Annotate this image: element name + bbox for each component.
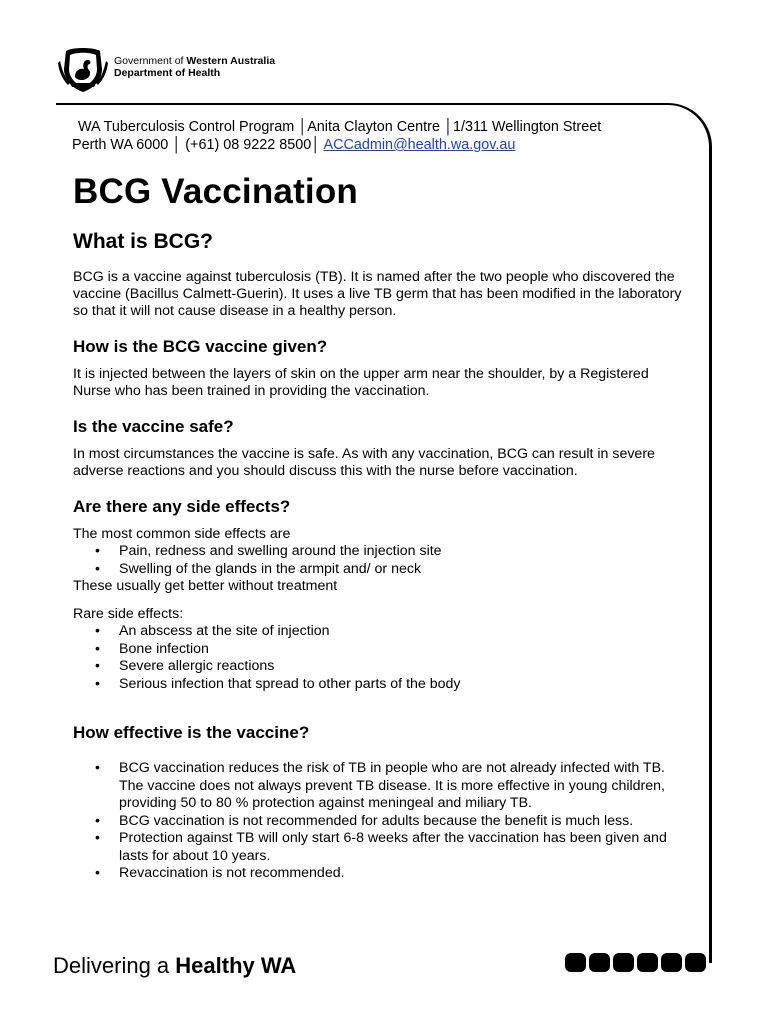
section-text-how: It is injected between the layers of skin on the upper arm near the shoulder, by a Registered Nurse who has been trained in providing the vaccination. <box>73 366 649 399</box>
footer-slogan: Delivering a Healthy WA <box>53 953 297 978</box>
effectiveness-list <box>73 760 685 883</box>
section-heading-how: How is the BCG vaccine given? <box>73 337 328 356</box>
list-item: • Severe allergic reactions <box>119 658 685 676</box>
government-header <box>114 55 275 79</box>
contact-address: WA Tuberculosis Control Program │Anita Clayton Centre │1/311 Wellington Street <box>78 119 602 135</box>
section-heading-effective: How effective is the vaccine? <box>73 723 310 742</box>
section-heading-side-effects: Are there any side effects? <box>73 497 291 516</box>
list-item: • Pain, redness and swelling around the injection site <box>119 543 685 561</box>
block-icon <box>589 953 610 972</box>
section-text-what: BCG is a vaccine against tuberculosis (TB). It is named after the two people who discovered the vaccine (Bacillus Calmett-Guerin). It uses a live TB germ that has been modified in the laboratory so that it will not cause disease in a healthy person. <box>73 269 682 319</box>
common-side-effects-list <box>73 543 685 578</box>
rare-side-effects-list <box>73 623 685 693</box>
list-item: • Protection against TB will only start 6-8 weeks after the vaccination has been given and lasts for about 10 years. <box>119 830 685 865</box>
section-text-safe: In most circumstances the vaccine is safe. As with any vaccination, BCG can result in severe adverse reactions and you should discuss this with the nurse before vaccination. <box>73 446 655 479</box>
block-icon <box>661 953 682 972</box>
list-item: • Serious infection that spread to other parts of the body <box>119 676 685 694</box>
department-name: Department of Health <box>114 67 221 79</box>
list-item: • Bone infection <box>119 641 685 659</box>
rare-side-effects-intro: Rare side effects: <box>73 606 184 622</box>
block-icon <box>685 953 706 972</box>
page-title: BCG Vaccination <box>73 172 359 211</box>
section-heading-what: What is BCG? <box>73 230 213 253</box>
contact-info <box>72 118 601 154</box>
contact-phone-line: Perth WA 6000 │ (+61) 08 9222 8500│ ACCadmin@health.wa.gov.au <box>72 137 516 153</box>
list-item: • BCG vaccination is not recommended for adults because the benefit is much less. <box>119 813 685 831</box>
government-name: Government of Western Australia <box>114 55 276 67</box>
crest-logo-icon <box>58 47 108 93</box>
list-item: • BCG vaccination reduces the risk of TB in people who are not already infected with TB. The vaccine does not always prevent TB disease. It is more effective in young children, providing 50 to 80 % protection against meningeal and miliary TB. <box>119 760 685 813</box>
section-heading-safe: Is the vaccine safe? <box>73 417 234 436</box>
block-icon <box>637 953 658 972</box>
email-link[interactable]: ACCadmin@health.wa.gov.au <box>323 137 516 153</box>
list-item: • Swelling of the glands in the armpit and/ or neck <box>119 561 685 579</box>
common-side-effects-outro: These usually get better without treatment <box>73 578 338 594</box>
main-content <box>73 230 685 883</box>
block-icon <box>613 953 634 972</box>
block-icon <box>565 953 586 972</box>
list-item: • An abscess at the site of injection <box>119 623 685 641</box>
common-side-effects-intro: The most common side effects are <box>73 526 291 542</box>
footer-blocks-logo-icon <box>565 953 706 972</box>
list-item: • Revaccination is not recommended. <box>119 865 685 883</box>
